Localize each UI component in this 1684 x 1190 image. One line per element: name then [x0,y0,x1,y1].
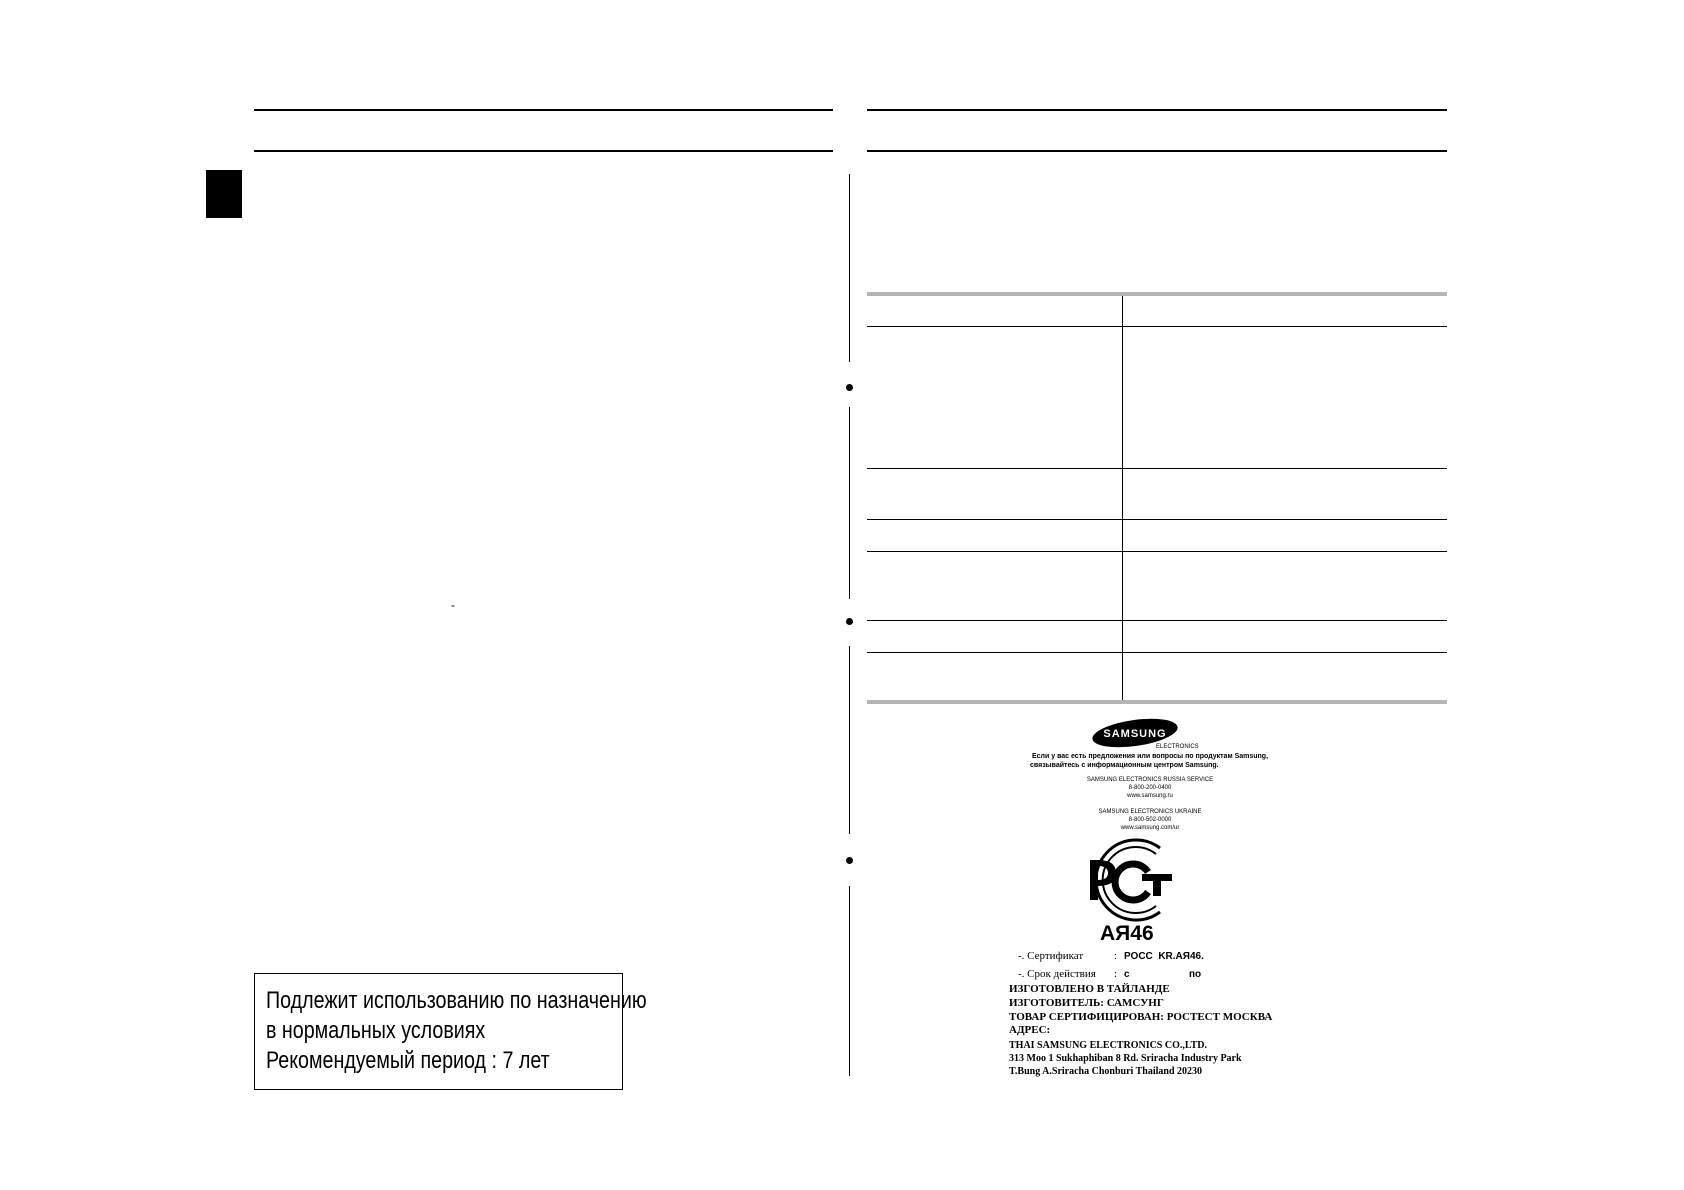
address-label: АДРЕС: [1009,1024,1051,1036]
validity-from: с [1124,969,1130,980]
gutter-line-2 [849,407,850,599]
table-bottom-border [867,700,1447,704]
contact-line-1: Если у вас есть предложения или вопросы по продуктам Samsung, [1031,753,1269,760]
table-row-divider [867,551,1447,552]
russia-service-name: SAMSUNG ELECTRONICS RUSSIA SERVICE [1086,777,1214,783]
notice-line-1: Подлежит использованию по назначению [266,987,647,1014]
validity-sep: : [1114,968,1118,980]
notice-line-3: Рекомендуемый период : 7 лет [266,1047,550,1074]
pct-certification-mark-icon [1076,836,1186,924]
samsung-logo-text: SAMSUNG [1103,728,1167,740]
made-in-thailand: ИЗГОТОВЛЕНО В ТАЙЛАНДЕ [1009,983,1170,995]
certificate-sep: : [1114,950,1118,962]
russia-service-site: www.samsung.ru [1127,793,1173,799]
ukraine-service-phone: 8-800-502-0000 [1128,817,1172,823]
russia-service-phone: 8-800-200-0400 [1128,785,1172,791]
certificate-value: РОСС KR.АЯ46. [1124,951,1204,962]
table-row-divider [867,326,1447,327]
certified-by: ТОВАР СЕРТИФИЦИРОВАН: РОСТЕСТ МОСКВА [1009,1011,1273,1023]
right-header-bottom-rule [867,150,1447,152]
usage-notice-box [254,973,647,1090]
address-street: 313 Moo 1 Sukhaphiban 8 Rd. Sriracha Industry Park [1009,1053,1242,1064]
left-header-top-rule [254,109,833,111]
punch-hole-dot [846,384,853,391]
address-city: T.Bung A.Sriracha Chonburi Thailand 20230 [1009,1066,1203,1077]
certificate-label: -. Сертификат [1018,950,1084,962]
language-tab-marker [206,170,242,218]
gutter-line-3 [849,646,850,834]
table-row-divider [867,620,1447,621]
contact-line-2: связывайтесь с информационным центром Samsung. [1030,762,1219,769]
table-top-border [867,292,1447,296]
validity-to: по [1189,969,1202,980]
validity-label: -. Срок действия [1018,968,1096,980]
address-company: THAI SAMSUNG ELECTRONICS CO.,LTD. [1009,1040,1208,1051]
table-row-divider [867,652,1447,653]
ukraine-service-name: SAMSUNG ELECTRONICS UKRAINE [1098,809,1202,815]
punch-hole-dot [846,618,853,625]
table-column-divider [1122,296,1123,700]
table-row-divider [867,519,1447,520]
gutter-line-1 [849,174,850,362]
notice-line-2: в нормальных условиях [266,1017,486,1044]
ukraine-service-site: www.samsung.com/ur [1120,825,1180,831]
table-row-divider [867,468,1447,469]
punch-hole-dot [846,857,853,864]
certification-code: АЯ46 [1100,922,1154,945]
stray-dash: - [451,598,455,612]
gutter-line-4 [849,886,850,1076]
right-header-top-rule [867,109,1447,111]
left-header-bottom-rule [254,150,833,152]
samsung-electronics-label: ELECTRONICS [1156,744,1199,750]
manufacturer-name: ИЗГОТОВИТЕЛЬ: САМСУНГ [1009,997,1164,1009]
